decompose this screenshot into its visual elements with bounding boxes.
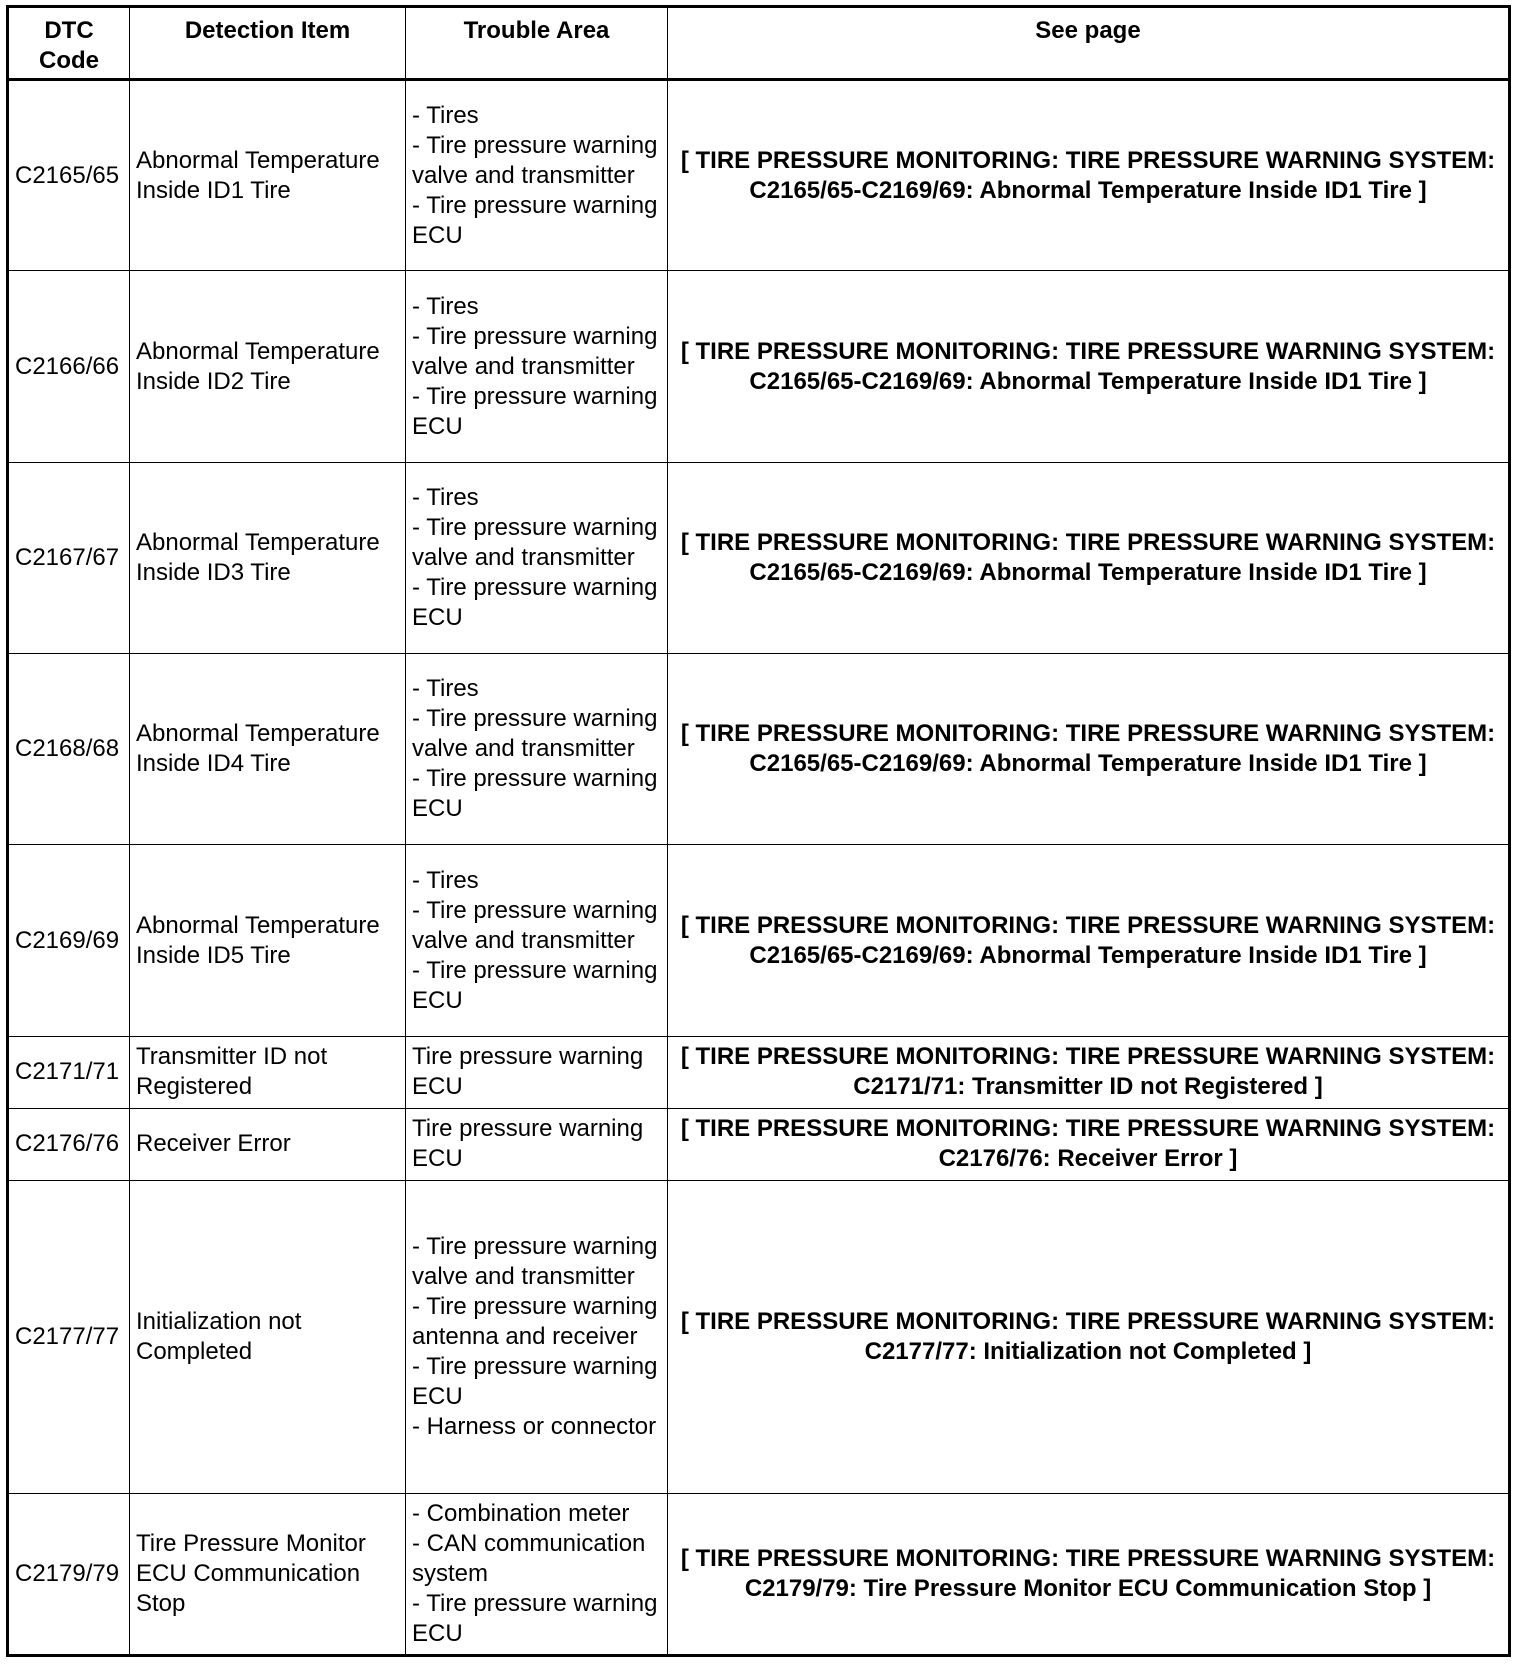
dtc-code-cell: C2165/65 bbox=[8, 80, 130, 271]
trouble-area-entry: - Tires bbox=[412, 292, 479, 320]
trouble-area-entry: - Harness or connector bbox=[412, 1412, 657, 1440]
detection-item-cell: Abnormal Temperature Inside ID3 Tire bbox=[130, 462, 406, 653]
table-header bbox=[8, 7, 1510, 80]
trouble-area-entry: - Tire pressure warning valve and transmitter bbox=[412, 131, 658, 189]
header-see-page: See page bbox=[668, 7, 1510, 80]
trouble-area-entry: - Tires bbox=[412, 483, 479, 511]
trouble-area-entry: Tire pressure warning ECU bbox=[412, 1115, 644, 1173]
header-detection-item: Detection Item bbox=[130, 7, 406, 80]
see-page-link[interactable]: [ TIRE PRESSURE MONITORING: TIRE PRESSURE WARNING SYSTEM: C2165/65-C2169/69: Abnormal Temperature Inside ID1 Tire ] bbox=[668, 80, 1510, 271]
dtc-code-cell: C2166/66 bbox=[8, 271, 130, 462]
detection-item-cell: Abnormal Temperature Inside ID2 Tire bbox=[130, 271, 406, 462]
trouble-area-entry: - Tires bbox=[412, 866, 479, 894]
dtc-code-cell: C2176/76 bbox=[8, 1108, 130, 1180]
trouble-area-entry: - Tire pressure warning ECU bbox=[412, 765, 658, 823]
trouble-area-cell bbox=[406, 1108, 668, 1180]
trouble-area-entry: - Tire pressure warning antenna and receiver bbox=[412, 1292, 658, 1350]
dtc-code-cell: C2177/77 bbox=[8, 1181, 130, 1494]
trouble-area-cell bbox=[406, 80, 668, 271]
table-row bbox=[8, 845, 1510, 1036]
trouble-area-entry: - Tires bbox=[412, 675, 479, 703]
trouble-area-entry: - Tire pressure warning ECU bbox=[412, 1352, 658, 1410]
detection-item-cell: Transmitter ID not Registered bbox=[130, 1036, 406, 1108]
see-page-link[interactable]: [ TIRE PRESSURE MONITORING: TIRE PRESSURE WARNING SYSTEM: C2177/77: Initialization not Completed ] bbox=[668, 1181, 1510, 1494]
trouble-area-entry: - Tire pressure warning valve and transmitter bbox=[412, 705, 658, 763]
header-dtc-code: DTC Code bbox=[8, 7, 130, 80]
trouble-area-entry: - Combination meter bbox=[412, 1499, 630, 1527]
see-page-link[interactable]: [ TIRE PRESSURE MONITORING: TIRE PRESSURE WARNING SYSTEM: C2165/65-C2169/69: Abnormal Temperature Inside ID1 Tire ] bbox=[668, 271, 1510, 462]
dtc-code-cell: C2179/79 bbox=[8, 1493, 130, 1655]
dtc-code-cell: C2167/67 bbox=[8, 462, 130, 653]
detection-item-cell: Initialization not Completed bbox=[130, 1181, 406, 1494]
detection-item-cell: Abnormal Temperature Inside ID4 Tire bbox=[130, 654, 406, 845]
trouble-area-entry: - Tire pressure warning valve and transmitter bbox=[412, 322, 658, 380]
detection-item-cell: Abnormal Temperature Inside ID5 Tire bbox=[130, 845, 406, 1036]
detection-item-cell: Tire Pressure Monitor ECU Communication Stop bbox=[130, 1493, 406, 1655]
detection-item-cell: Receiver Error bbox=[130, 1108, 406, 1180]
trouble-area-cell bbox=[406, 271, 668, 462]
dtc-code-cell: C2171/71 bbox=[8, 1036, 130, 1108]
trouble-area-entry: - Tire pressure warning ECU bbox=[412, 956, 658, 1014]
table-row bbox=[8, 462, 1510, 653]
trouble-area-cell bbox=[406, 1181, 668, 1494]
table-row bbox=[8, 1108, 1510, 1180]
trouble-area-entry: - Tire pressure warning ECU bbox=[412, 382, 658, 440]
header-trouble-area: Trouble Area bbox=[406, 7, 668, 80]
trouble-area-cell bbox=[406, 845, 668, 1036]
table-row bbox=[8, 654, 1510, 845]
table-row bbox=[8, 271, 1510, 462]
dtc-code-cell: C2168/68 bbox=[8, 654, 130, 845]
table-row bbox=[8, 1181, 1510, 1494]
trouble-area-cell bbox=[406, 1493, 668, 1655]
trouble-area-entry: - Tire pressure warning ECU bbox=[412, 191, 658, 249]
dtc-code-cell: C2169/69 bbox=[8, 845, 130, 1036]
see-page-link[interactable]: [ TIRE PRESSURE MONITORING: TIRE PRESSURE WARNING SYSTEM: C2179/79: Tire Pressure Monitor ECU Communication Stop ] bbox=[668, 1493, 1510, 1655]
table-row bbox=[8, 80, 1510, 271]
trouble-area-entry: Tire pressure warning ECU bbox=[412, 1043, 644, 1101]
trouble-area-entry: - Tire pressure warning valve and transmitter bbox=[412, 513, 658, 571]
detection-item-cell: Abnormal Temperature Inside ID1 Tire bbox=[130, 80, 406, 271]
trouble-area-entry: - Tires bbox=[412, 101, 479, 129]
trouble-area-entry: - Tire pressure warning ECU bbox=[412, 1589, 658, 1647]
trouble-area-cell bbox=[406, 654, 668, 845]
dtc-table bbox=[6, 5, 1511, 1657]
table-body bbox=[8, 80, 1510, 1656]
see-page-link[interactable]: [ TIRE PRESSURE MONITORING: TIRE PRESSURE WARNING SYSTEM: C2165/65-C2169/69: Abnormal Temperature Inside ID1 Tire ] bbox=[668, 654, 1510, 845]
table-row bbox=[8, 1493, 1510, 1655]
trouble-area-entry: - Tire pressure warning valve and transmitter bbox=[412, 896, 658, 954]
trouble-area-entry: - Tire pressure warning valve and transmitter bbox=[412, 1232, 658, 1290]
table-row bbox=[8, 1036, 1510, 1108]
header-row bbox=[8, 7, 1510, 80]
see-page-link[interactable]: [ TIRE PRESSURE MONITORING: TIRE PRESSURE WARNING SYSTEM: C2171/71: Transmitter ID not Registered ] bbox=[668, 1036, 1510, 1108]
trouble-area-entry: - CAN communication system bbox=[412, 1529, 646, 1587]
trouble-area-entry: - Tire pressure warning ECU bbox=[412, 573, 658, 631]
see-page-link[interactable]: [ TIRE PRESSURE MONITORING: TIRE PRESSURE WARNING SYSTEM: C2165/65-C2169/69: Abnormal Temperature Inside ID1 Tire ] bbox=[668, 845, 1510, 1036]
see-page-link[interactable]: [ TIRE PRESSURE MONITORING: TIRE PRESSURE WARNING SYSTEM: C2176/76: Receiver Error ] bbox=[668, 1108, 1510, 1180]
see-page-link[interactable]: [ TIRE PRESSURE MONITORING: TIRE PRESSURE WARNING SYSTEM: C2165/65-C2169/69: Abnormal Temperature Inside ID1 Tire ] bbox=[668, 462, 1510, 653]
trouble-area-cell bbox=[406, 462, 668, 653]
trouble-area-cell bbox=[406, 1036, 668, 1108]
